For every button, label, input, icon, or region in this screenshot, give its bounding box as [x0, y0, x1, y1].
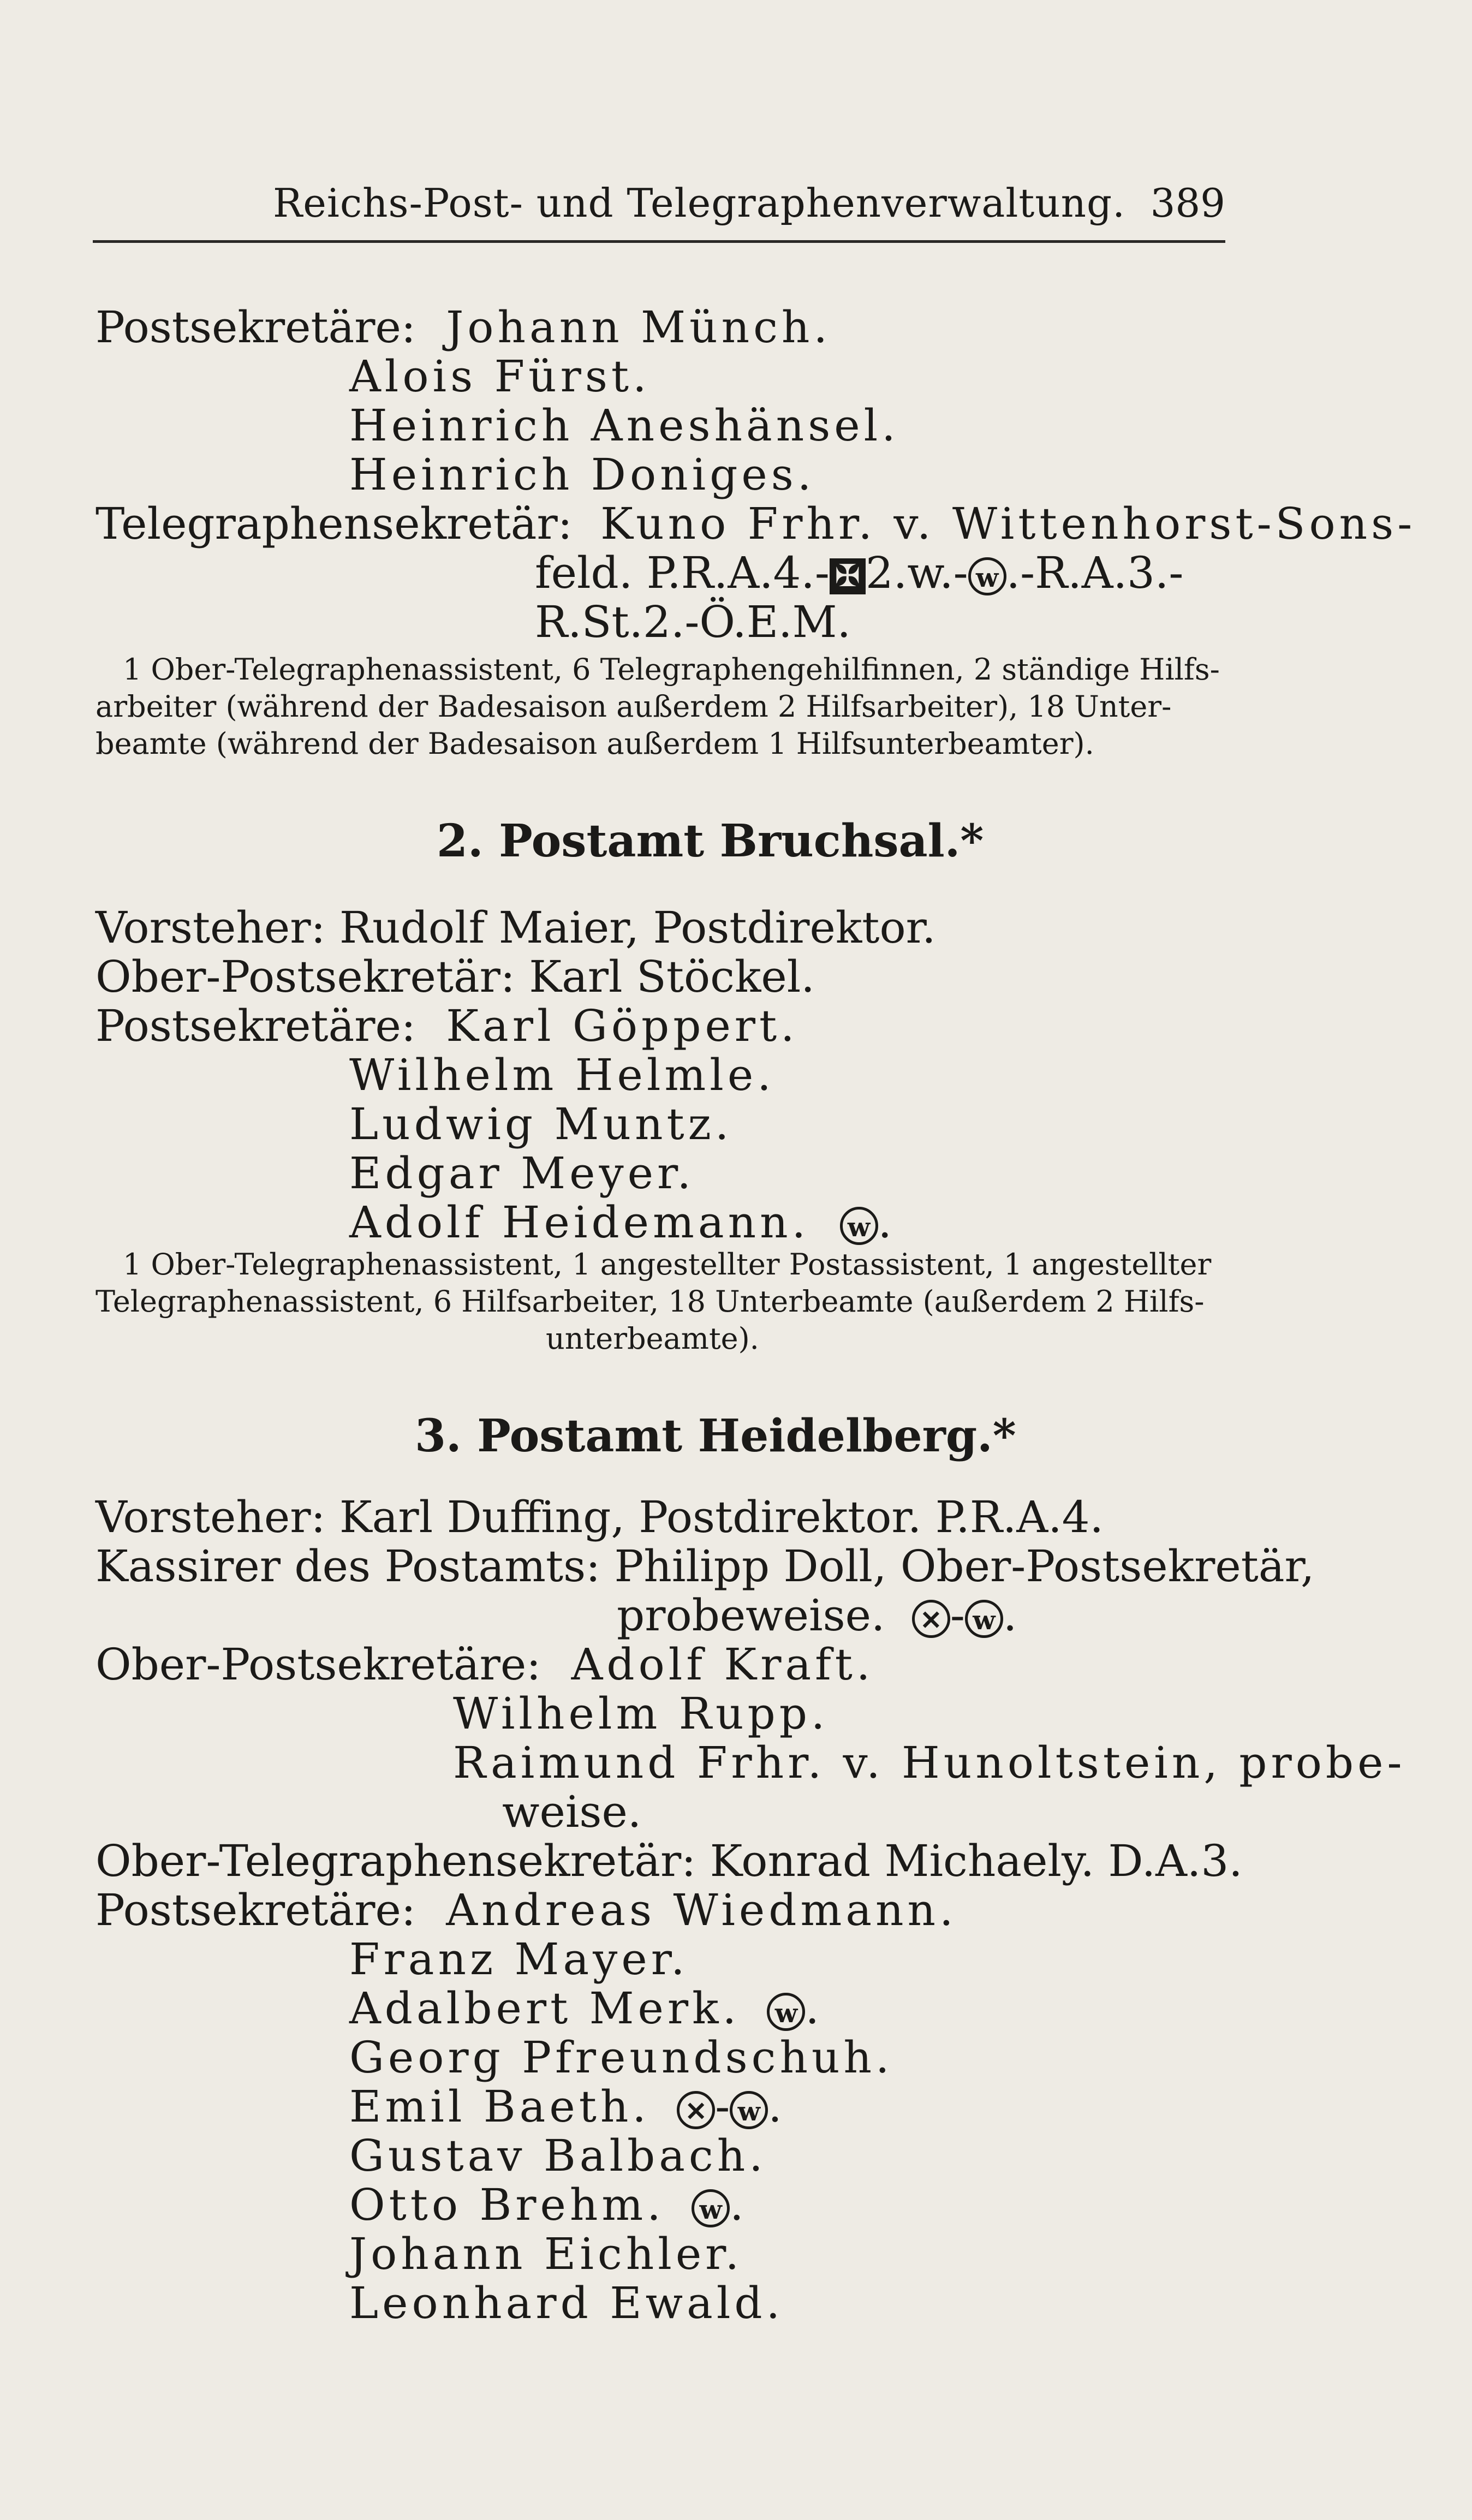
name-raimund-hunoltstein: Raimund Frhr. v. Hunoltstein, probe-	[453, 1737, 1406, 1788]
s1-line-5	[96, 498, 1416, 549]
period: .	[768, 2081, 782, 2132]
name-adalbert-merk: Adalbert Merk.	[349, 1983, 741, 2034]
period: .	[878, 1197, 892, 1248]
s3-line-10	[349, 1934, 689, 1985]
s2-note-3: unterbeamte).	[546, 1321, 759, 1356]
badge-w-icon: w	[692, 2189, 730, 2227]
s2-line-6	[349, 1148, 695, 1199]
s2-line-7	[349, 1197, 892, 1248]
label-telegraphensekretaer: Telegraphensekretär:	[96, 498, 573, 549]
s3-line-17	[349, 2278, 784, 2328]
s3-line-2: Kassirer des Postamts: Philipp Doll, Ober-Postsekretär,	[96, 1541, 1315, 1592]
s1-note-3: beamte (während der Badesaison außerdem 1 Hilfsunterbeamter).	[96, 726, 1094, 761]
badge-w-icon: w	[968, 557, 1006, 595]
heading-postamt-bruchsal: 2. Postamt Bruchsal.*	[437, 815, 984, 867]
period: .	[1003, 1590, 1017, 1641]
period: .	[805, 1983, 819, 2034]
name-gustav-balbach: Gustav Balbach.	[349, 2130, 767, 2181]
name-johann-muench: Johann Münch.	[446, 302, 831, 353]
name-georg-pfreundschuh: Georg Pfreundschuh.	[349, 2032, 893, 2083]
name-andreas-wiedmann: Andreas Wiedmann.	[446, 1885, 957, 1935]
label-ober-postsekretaere: Ober-Postsekretäre:	[96, 1639, 541, 1690]
name-franz-mayer: Franz Mayer.	[349, 1934, 689, 1985]
iron-cross-icon: ✠	[830, 558, 866, 594]
s3-line-5	[453, 1688, 829, 1739]
name-wilhelm-helmle: Wilhelm Helmle.	[349, 1050, 775, 1100]
s3-line-7	[502, 1786, 642, 1837]
name-karl-goeppert: Karl Göppert.	[446, 1000, 798, 1051]
s1-line-1	[96, 302, 831, 353]
honors-text-c: .-R.A.3.-	[1006, 547, 1184, 598]
name-johann-eichler: Johann Eichler.	[349, 2229, 743, 2279]
text-probeweise: probeweise.	[617, 1590, 885, 1641]
s3-line-12	[349, 2032, 893, 2083]
s1-line-3	[349, 400, 899, 451]
name-ludwig-muntz: Ludwig Muntz.	[349, 1099, 733, 1149]
header-title: Reichs-Post- und Telegraphenverwaltung.	[273, 180, 1126, 226]
name-alois-fuerst: Alois Fürst.	[349, 351, 651, 402]
running-header	[93, 180, 1225, 243]
s3-line-11	[349, 1983, 819, 2034]
label-postsekretaere-2: Postsekretäre:	[96, 1000, 416, 1051]
label-postsekretaere-3: Postsekretäre:	[96, 1885, 416, 1935]
period: .	[730, 2179, 744, 2230]
badge-w-icon: w	[965, 1600, 1003, 1638]
name-heinrich-aneshaensel: Heinrich Aneshänsel.	[349, 400, 899, 451]
s3-line-3	[617, 1590, 1017, 1641]
s2-line-1: Vorsteher: Rudolf Maier, Postdirektor.	[96, 902, 936, 953]
name-leonhard-ewald: Leonhard Ewald.	[349, 2278, 784, 2328]
s1-line-6	[535, 547, 1184, 598]
s2-line-3	[96, 1000, 798, 1051]
s2-note-2: Telegraphenassistent, 6 Hilfsarbeiter, 18 Unterbeamte (außerdem 2 Hilfs-	[96, 1284, 1205, 1319]
s3-line-8: Ober-Telegraphensekretär: Konrad Michaely. D.A.3.	[96, 1836, 1243, 1886]
s3-line-13	[349, 2081, 782, 2132]
dash: -	[715, 2081, 730, 2132]
s1-line-7	[535, 597, 851, 647]
badge-w-icon: w	[840, 1207, 878, 1245]
s1-note-1: 1 Ober-Telegraphenassistent, 6 Telegraphengehilfinnen, 2 ständige Hilfs-	[123, 652, 1220, 687]
badge-crossed-swords-icon: ✕	[912, 1600, 950, 1638]
badge-w-icon: w	[730, 2091, 768, 2129]
heading-postamt-heidelberg: 3. Postamt Heidelberg.*	[415, 1410, 1016, 1462]
name-adolf-kraft: Adolf Kraft.	[571, 1639, 874, 1690]
page-number: 389	[1150, 180, 1225, 226]
s1-note-2: arbeiter (während der Badesaison außerdem 2 Hilfsarbeiter), 18 Unter-	[96, 689, 1172, 724]
text-weise: weise.	[502, 1786, 642, 1837]
s2-line-4	[349, 1050, 775, 1100]
name-otto-brehm: Otto Brehm.	[349, 2179, 665, 2230]
name-kuno-wittenhorst: Kuno Frhr. v. Wittenhorst-Sons-	[600, 498, 1416, 549]
honors-text-a: feld. P.R.A.4.-	[535, 547, 830, 598]
name-edgar-meyer: Edgar Meyer.	[349, 1148, 695, 1199]
honors-text-d: R.St.2.-Ö.E.M.	[535, 597, 851, 647]
s1-line-4	[349, 449, 815, 500]
s2-note-1: 1 Ober-Telegraphenassistent, 1 angestellter Postassistent, 1 angestellter	[123, 1247, 1212, 1282]
name-adolf-heidemann: Adolf Heidemann.	[349, 1197, 810, 1248]
s3-line-15	[349, 2179, 744, 2230]
honors-text-b: 2.w.-	[865, 547, 968, 598]
s3-line-4	[96, 1639, 874, 1690]
name-emil-baeth: Emil Baeth.	[349, 2081, 650, 2132]
s3-line-9	[96, 1885, 957, 1935]
s2-line-5	[349, 1099, 733, 1149]
dash: -	[950, 1590, 965, 1641]
s3-line-1: Vorsteher: Karl Duffing, Postdirektor. P.R.A.4.	[96, 1492, 1104, 1542]
badge-w-icon: w	[767, 1993, 805, 2031]
s2-line-2: Ober-Postsekretär: Karl Stöckel.	[96, 951, 815, 1002]
label-postsekretaere: Postsekretäre:	[96, 302, 416, 353]
s3-line-16	[349, 2229, 743, 2279]
s3-line-14	[349, 2130, 767, 2181]
badge-crossed-swords-icon: ✕	[677, 2091, 715, 2129]
s1-line-2	[349, 351, 651, 402]
name-heinrich-doniges: Heinrich Doniges.	[349, 449, 815, 500]
s3-line-6	[453, 1737, 1406, 1788]
name-wilhelm-rupp: Wilhelm Rupp.	[453, 1688, 829, 1739]
